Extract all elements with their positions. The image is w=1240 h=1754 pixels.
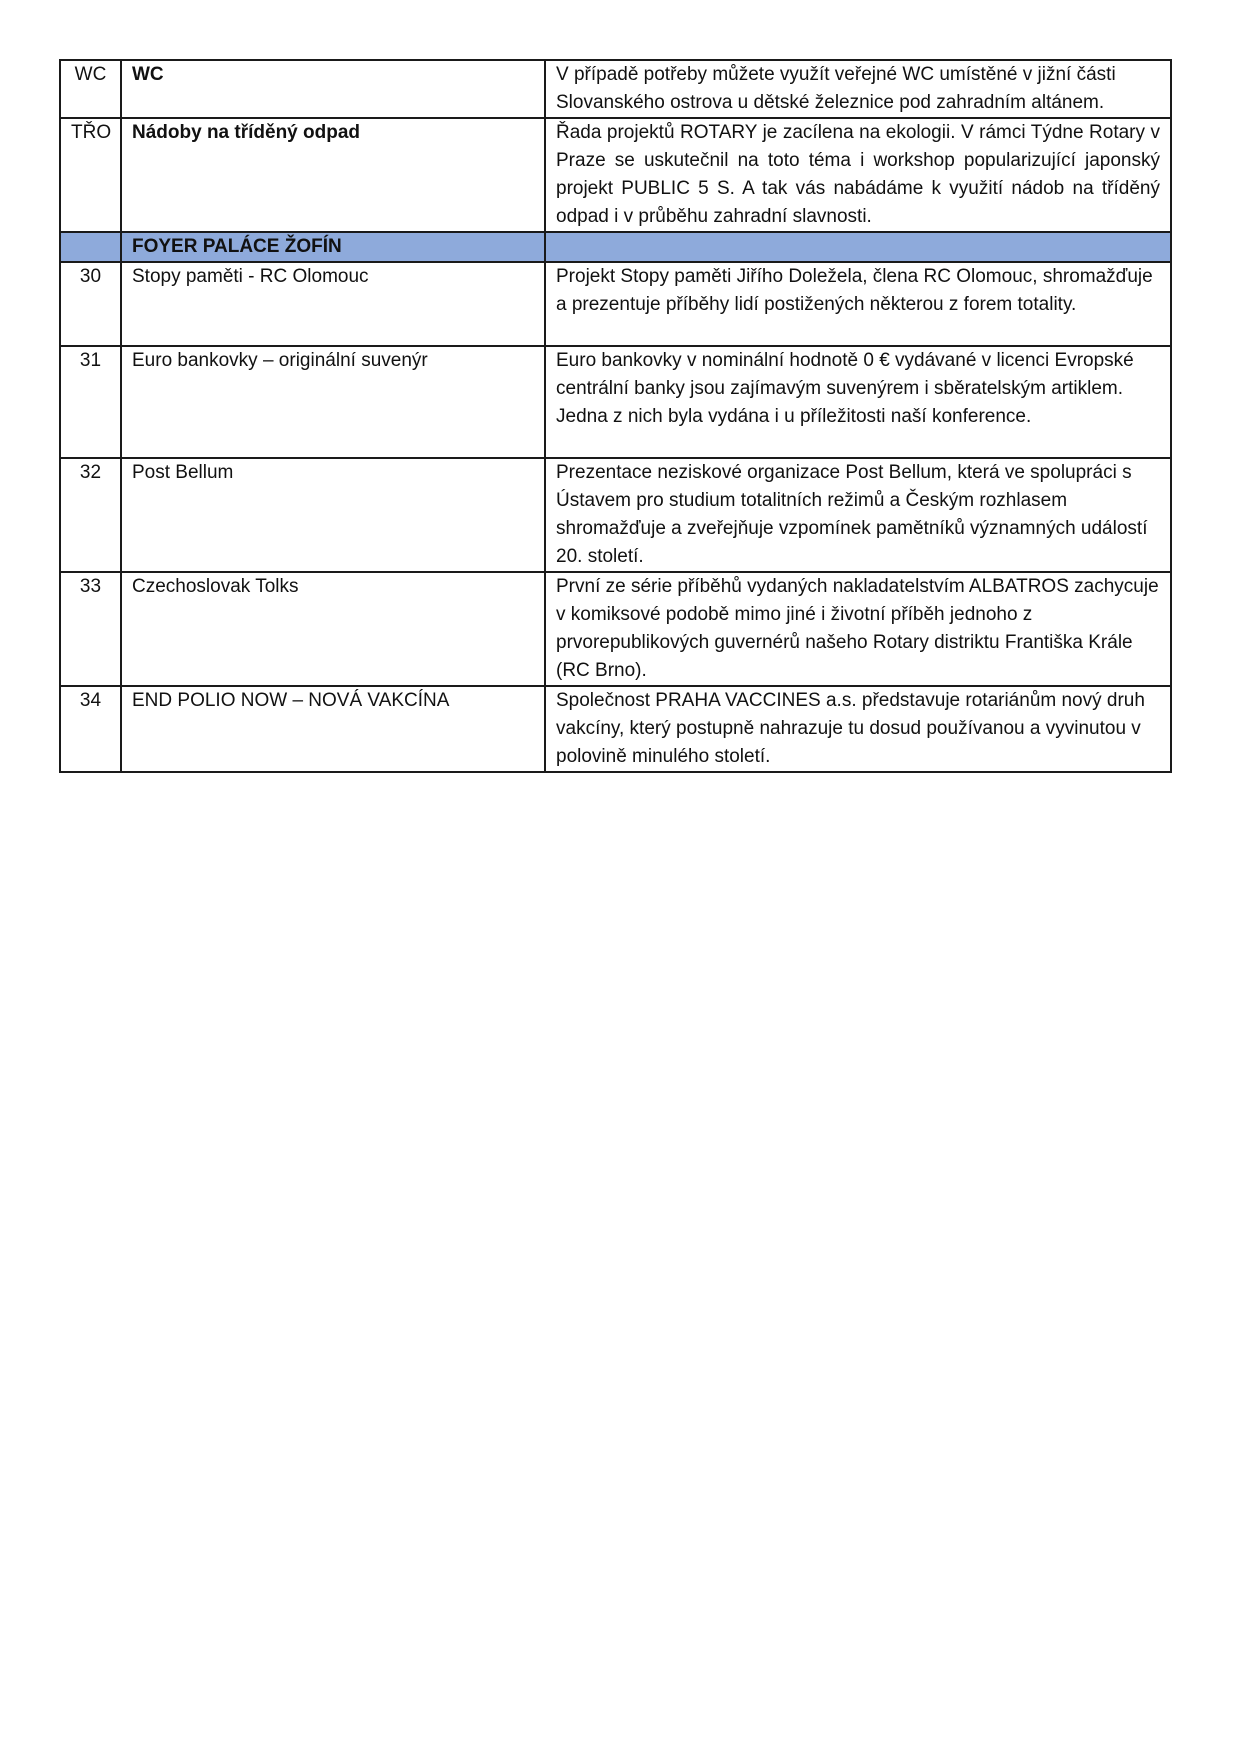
section-header-row bbox=[60, 232, 1171, 262]
row-name: Czechoslovak Tolks bbox=[121, 572, 545, 686]
row-code: WC bbox=[60, 60, 121, 118]
row-description: V případě potřeby můžete využít veřejné WC umístěné v jižní části Slovanského ostrova u dětské železnice pod zahradním altánem. bbox=[545, 60, 1171, 118]
row-code: 31 bbox=[60, 346, 121, 458]
row-description: Projekt Stopy paměti Jiřího Doležela, člena RC Olomouc, shromažďuje a prezentuje příběhy lidí postižených některou z forem totality. bbox=[545, 262, 1171, 346]
program-table bbox=[59, 59, 1172, 773]
row-code: 30 bbox=[60, 262, 121, 346]
table-row bbox=[60, 262, 1171, 346]
row-description: Společnost PRAHA VACCINES a.s. představuje rotariánům nový druh vakcíny, který postupně nahrazuje tu dosud používanou a vyvinutou v polovině minulého století. bbox=[545, 686, 1171, 772]
row-code: 32 bbox=[60, 458, 121, 572]
row-code: TŘO bbox=[60, 118, 121, 232]
row-code: 33 bbox=[60, 572, 121, 686]
row-code: 34 bbox=[60, 686, 121, 772]
table-row bbox=[60, 458, 1171, 572]
table-row bbox=[60, 118, 1171, 232]
section-code-cell bbox=[60, 232, 121, 262]
row-description: Euro bankovky v nominální hodnotě 0 € vydávané v licenci Evropské centrální banky jsou zajímavým suvenýrem i sběratelským artiklem. Jedna z nich byla vydána i u příležitosti naší konference. bbox=[545, 346, 1171, 458]
row-description: Prezentace neziskové organizace Post Bellum, která ve spolupráci s Ústavem pro studium totalitních režimů a Českým rozhlasem shromažďuje a zveřejňuje vzpomínek pamětníků významných událostí 20. století. bbox=[545, 458, 1171, 572]
row-name: Stopy paměti - RC Olomouc bbox=[121, 262, 545, 346]
row-name: Euro bankovky – originální suvenýr bbox=[121, 346, 545, 458]
table-row bbox=[60, 60, 1171, 118]
row-name: WC bbox=[121, 60, 545, 118]
row-description: První ze série příběhů vydaných nakladatelstvím ALBATROS zachycuje v komiksové podobě mimo jiné i životní příběh jednoho z prvorepublikových guvernérů našeho Rotary distriktu Františka Krále (RC Brno). bbox=[545, 572, 1171, 686]
row-description: Řada projektů ROTARY je zacílena na ekologii. V rámci Týdne Rotary v Praze se uskutečnil na toto téma i workshop popularizující japonský projekt PUBLIC 5 S. A tak vás nabádáme k využití nádob na tříděný odpad i v průběhu zahradní slavnosti. bbox=[545, 118, 1171, 232]
table-row bbox=[60, 686, 1171, 772]
section-desc-cell bbox=[545, 232, 1171, 262]
section-title: FOYER PALÁCE ŽOFÍN bbox=[121, 232, 545, 262]
table-row bbox=[60, 346, 1171, 458]
row-name: END POLIO NOW – NOVÁ VAKCÍNA bbox=[121, 686, 545, 772]
row-name: Nádoby na tříděný odpad bbox=[121, 118, 545, 232]
row-name: Post Bellum bbox=[121, 458, 545, 572]
table-row bbox=[60, 572, 1171, 686]
